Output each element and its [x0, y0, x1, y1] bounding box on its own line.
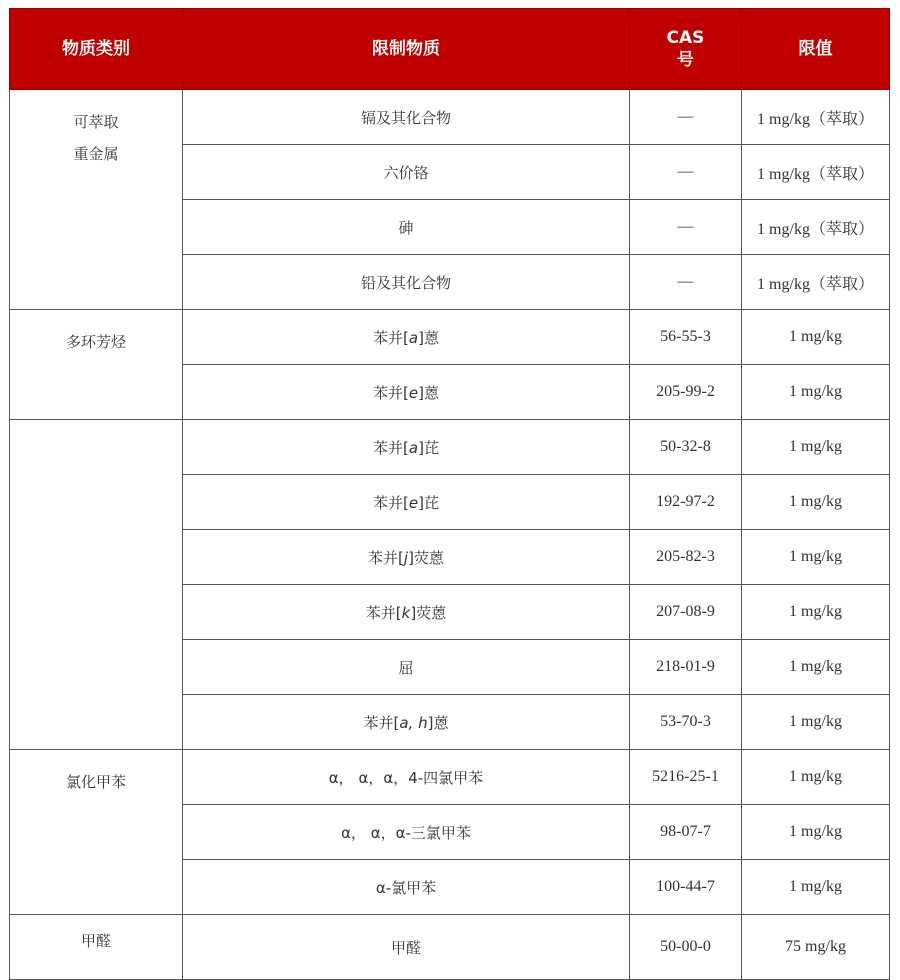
limit-cell: 1 mg/kg（萃取） [742, 255, 890, 310]
limit-cell: 1 mg/kg [742, 640, 890, 695]
table-row [10, 310, 890, 365]
restricted-substances-table [9, 8, 890, 980]
substance-cell: 铅及其化合物 [183, 255, 630, 310]
substance-cell: 苯并[a, h]蒽 [183, 695, 630, 750]
category-chlorotoluene: 氯化甲苯 [10, 750, 183, 915]
cas-cell: 5216-25-1 [630, 750, 742, 805]
cas-cell: — [630, 200, 742, 255]
header-category: 物质类别 [10, 9, 183, 90]
substance-cell: 苯并[a]芘 [183, 420, 630, 475]
substance-cell: α， α，α，4-四氯甲苯 [183, 750, 630, 805]
header-limit: 限值 [742, 9, 890, 90]
substance-cell: 苯并[a]蒽 [183, 310, 630, 365]
substance-cell: 六价铬 [183, 145, 630, 200]
cas-cell: — [630, 255, 742, 310]
limit-cell: 1 mg/kg [742, 585, 890, 640]
cas-cell: 218-01-9 [630, 640, 742, 695]
cas-cell: 205-82-3 [630, 530, 742, 585]
limit-cell: 1 mg/kg [742, 420, 890, 475]
substance-cell: 苯并[k]荧蒽 [183, 585, 630, 640]
cas-cell: — [630, 90, 742, 145]
table-row [10, 915, 890, 980]
cas-cell: 50-32-8 [630, 420, 742, 475]
limit-cell: 1 mg/kg [742, 310, 890, 365]
header-row [10, 9, 890, 90]
substance-cell: 苯并[e]芘 [183, 475, 630, 530]
cas-cell: 192-97-2 [630, 475, 742, 530]
limit-cell: 1 mg/kg [742, 750, 890, 805]
table-row [10, 750, 890, 805]
header-substance: 限制物质 [183, 9, 630, 90]
cas-cell: 207-08-9 [630, 585, 742, 640]
limit-cell: 1 mg/kg（萃取） [742, 200, 890, 255]
cas-cell: 100-44-7 [630, 860, 742, 915]
substance-cell: 屈 [183, 640, 630, 695]
substance-cell: 甲醛 [183, 915, 630, 980]
limit-cell: 1 mg/kg [742, 695, 890, 750]
limit-cell: 1 mg/kg [742, 530, 890, 585]
substance-cell: α-氯甲苯 [183, 860, 630, 915]
substance-cell: 砷 [183, 200, 630, 255]
cas-cell: 50-00-0 [630, 915, 742, 980]
category-formaldehyde: 甲醛 [10, 915, 183, 980]
substance-cell: α， α，α-三氯甲苯 [183, 805, 630, 860]
substance-cell: 苯并[j]荧蒽 [183, 530, 630, 585]
substance-cell: 镉及其化合物 [183, 90, 630, 145]
cas-cell: 205-99-2 [630, 365, 742, 420]
cas-cell: 53-70-3 [630, 695, 742, 750]
cas-cell: 98-07-7 [630, 805, 742, 860]
category-pah-continued [10, 420, 183, 750]
limit-cell: 1 mg/kg [742, 475, 890, 530]
category-heavy-metals: 可萃取 重金属 [10, 90, 183, 310]
header-cas: CAS号 [630, 9, 742, 90]
limit-cell: 1 mg/kg（萃取） [742, 90, 890, 145]
limit-cell: 1 mg/kg（萃取） [742, 145, 890, 200]
limit-cell: 1 mg/kg [742, 365, 890, 420]
category-pah: 多环芳烃 [10, 310, 183, 420]
cas-cell: 56-55-3 [630, 310, 742, 365]
cas-cell: — [630, 145, 742, 200]
limit-cell: 1 mg/kg [742, 860, 890, 915]
limit-cell: 1 mg/kg [742, 805, 890, 860]
limit-cell: 75 mg/kg [742, 915, 890, 980]
table-row [10, 420, 890, 475]
substance-cell: 苯并[e]蒽 [183, 365, 630, 420]
table-row [10, 90, 890, 145]
